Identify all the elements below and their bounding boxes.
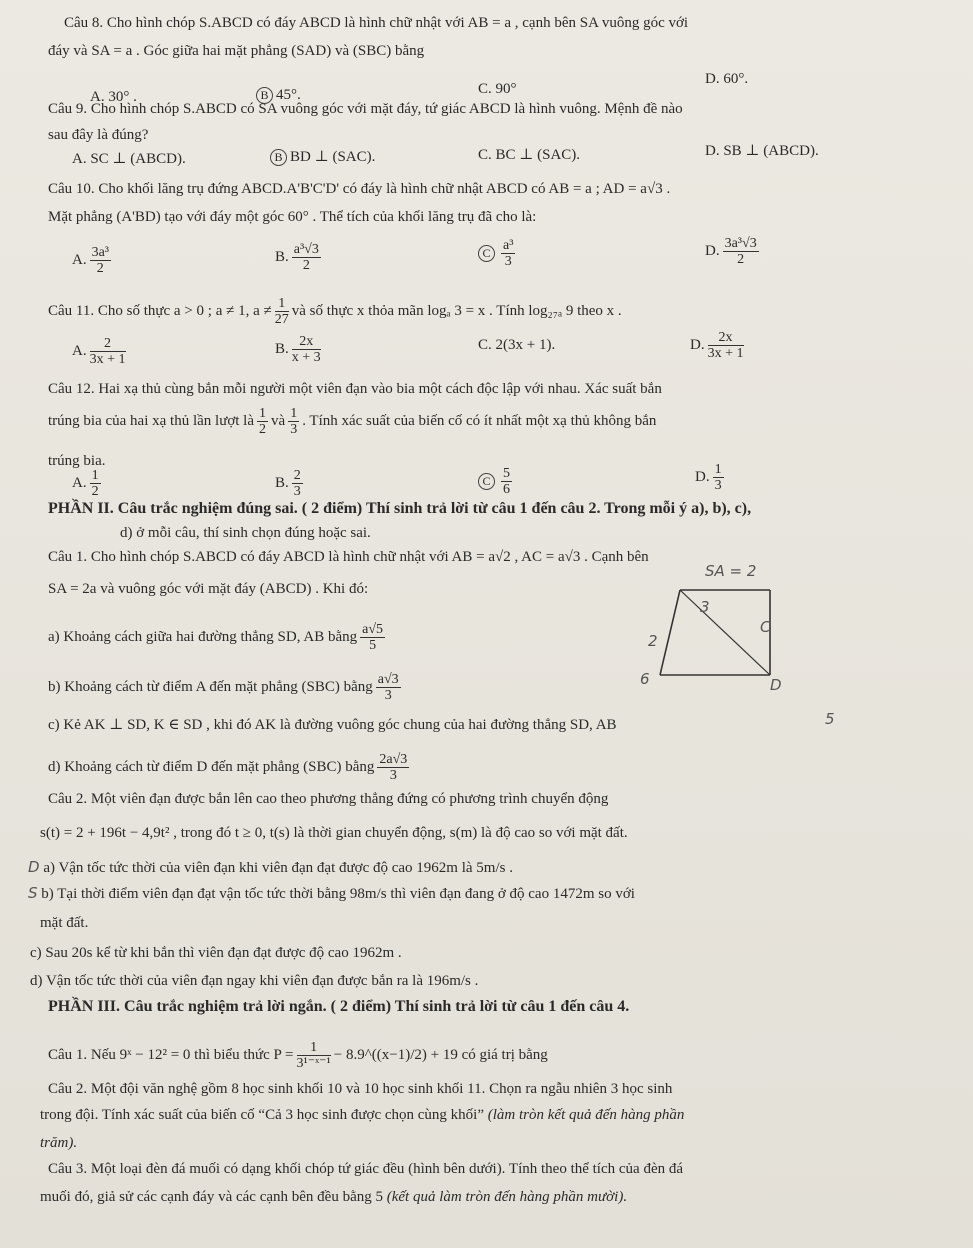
part2-heading-line2: d) ở mỗi câu, thí sinh chọn đúng hoặc sai. xyxy=(120,525,371,541)
q10-option-b: B. $\frac{\text{a³√3}}{2}$ xyxy=(275,242,319,273)
hand-c: C xyxy=(760,618,771,636)
hand-6: 6 xyxy=(640,670,650,688)
q11-option-b: B. $\frac{2x}{x + 3}$ xyxy=(275,334,321,365)
q8-option-b: B 45°. xyxy=(256,86,301,104)
p3-q3-line2: muối đó, giả sử các cạnh đáy và các cạnh bên đều bằng 5 (kết quả làm tròn đến hàng phần mười). xyxy=(40,1189,628,1205)
q12-option-d: D. $\frac{1}{3}$ xyxy=(695,462,722,493)
q11-line1: Câu 11. Cho số thực a > 0 ; a ≠ 1, a ≠ $\frac{1}{27}$ và số thực x thỏa mãn logₐ 3 = x . Tính log₂₇ₐ 9 theo x . xyxy=(48,296,622,327)
p2-q1-c: c) Kẻ AK ⊥ SD, K ∈ SD , khi đó AK là đường vuông góc chung của hai đường thẳng SD, AB xyxy=(48,717,617,733)
q12-option-a: A. $\frac{1}{2}$ xyxy=(72,468,99,499)
p2-q1-a: a) Khoảng cách giữa hai đường thẳng SD, AB bằng $\frac{a√5}{5}$ xyxy=(48,622,384,653)
q10-line1: Câu 10. Cho khối lăng trụ đứng ABCD.A'B'C'D' có đáy là hình chữ nhật ABCD có AB = a ; AD = a√3 . xyxy=(48,181,671,197)
q8-line1: Câu 8. Cho hình chóp S.ABCD có đáy ABCD là hình chữ nhật với AB = a , cạnh bên SA vuông góc với xyxy=(64,15,689,31)
hand-3: 3 xyxy=(700,598,710,616)
p2-q2-line1: Câu 2. Một viên đạn được bắn lên cao theo phương thẳng đứng có phương trình chuyển động xyxy=(48,791,609,807)
q9-option-a: A. SC ⊥ (ABCD). xyxy=(72,151,186,167)
q8-option-d: D. 60°. xyxy=(705,71,749,87)
p2-q2-line2: s(t) = 2 + 196t − 4,9t² , trong đó t ≥ 0, t(s) là thời gian chuyển động, s(m) là độ cao so với mặt đất. xyxy=(40,825,628,841)
p3-q1: Câu 1. Nếu 9ˣ − 12² = 0 thì biểu thức P = $\frac{1}{\text{3¹⁻ˣ⁻¹}}$ − 8.9^((x−1)/2) + 19 có giá trị bằng xyxy=(48,1040,548,1071)
q12-line3: trúng bia. xyxy=(48,453,106,469)
answer-circle-icon: C xyxy=(478,473,495,490)
hand-five: 5 xyxy=(825,710,835,728)
hand-2: 2 xyxy=(648,632,658,650)
q8-line2: đáy và SA = a . Góc giữa hai mặt phẳng (SAD) và (SBC) bằng xyxy=(48,43,425,59)
q8-option-a: A. 30° . xyxy=(90,89,137,105)
q9-option-b: B BD ⊥ (SAC). xyxy=(270,148,375,166)
p3-q2-line3: trăm). xyxy=(40,1135,78,1151)
p2-q1-b: b) Khoảng cách từ điểm A đến mặt phẳng (SBC) bằng $\frac{a√3}{3}$ xyxy=(48,672,399,703)
q10-line2: Mặt phẳng (A'BD) tạo với đáy một góc 60° . Thể tích của khối lăng trụ đã cho là: xyxy=(48,209,537,225)
q9-option-c: C. BC ⊥ (SAC). xyxy=(478,147,581,163)
part3-heading: PHẦN III. Câu trắc nghiệm trả lời ngắn. ( 2 điểm) Thí sinh trả lời từ câu 1 đến câu 4. xyxy=(48,998,630,1015)
hand-d: D xyxy=(770,676,782,694)
p2-q1-line1: Câu 1. Cho hình chóp S.ABCD có đáy ABCD là hình chữ nhật với AB = a√2 , AC = a√3 . Cạnh bên xyxy=(48,549,649,565)
q11-option-a: A. $\frac{2}{3x + 1}$ xyxy=(72,336,126,367)
p2-q2-a: D a) Vận tốc tức thời của viên đạn khi viên đạn đạt được độ cao 1962m là 5m/s . xyxy=(28,858,513,876)
p2-q2-d: d) Vận tốc tức thời của viên đạn ngay khi viên đạn được bắn ra là 196m/s . xyxy=(30,973,479,989)
q12-line2: trúng bia của hai xạ thủ lần lượt là $\frac{1}{2}$ và $\frac{1}{3}$ . Tính xác suất của biến cố có ít nhất một xạ thủ không bắn xyxy=(48,406,657,437)
q10-option-d: D. $\frac{\text{3a³√3}}{2}$ xyxy=(705,236,757,267)
pyramid-sketch xyxy=(640,570,810,690)
p2-q2-b-cont: mặt đất. xyxy=(40,915,89,931)
q12-option-c: C $\frac{5}{6}$ xyxy=(478,466,515,497)
p2-q1-line2: SA = 2a và vuông góc với mặt đáy (ABCD) . Khi đó: xyxy=(48,581,369,597)
p3-q3-line1: Câu 3. Một loại đèn đá muối có dạng khối chóp tứ giác đều (hình bên dưới). Tính theo thể tích của đèn đá xyxy=(48,1161,684,1177)
answer-circle-icon: B xyxy=(270,149,287,166)
p2-q2-b: S b) Tại thời điểm viên đạn đạt vận tốc tức thời bằng 98m/s thì viên đạn đang ở độ cao 1472m so với xyxy=(28,884,635,902)
q8-option-c: C. 90° xyxy=(478,81,517,97)
q11-option-d: D. $\frac{2x}{3x + 1}$ xyxy=(690,330,744,361)
p2-q2-c: c) Sau 20s kể từ khi bắn thì viên đạn đạt được độ cao 1962m . xyxy=(30,945,402,961)
p3-q2-line1: Câu 2. Một đội văn nghệ gồm 8 học sinh khối 10 và 10 học sinh khối 11. Chọn ra ngẫu nhiên 3 học sinh xyxy=(48,1081,673,1097)
answer-circle-icon: C xyxy=(478,245,495,262)
part2-heading: PHẦN II. Câu trắc nghiệm đúng sai. ( 2 điểm) Thí sinh trả lời từ câu 1 đến câu 2. Trong mỗi ý a), b), c), xyxy=(48,500,752,517)
q9-option-d: D. SB ⊥ (ABCD). xyxy=(705,143,819,159)
answer-circle-icon: B xyxy=(256,87,273,104)
q9-line2: sau đây là đúng? xyxy=(48,127,149,143)
q9-line1: Câu 9. Cho hình chóp S.ABCD có SA vuông góc với mặt đáy, tứ giác ABCD là hình vuông. Mệnh đề nào xyxy=(48,101,683,117)
p3-q2-line2: trong đội. Tính xác suất của biến cố “Cả 3 học sinh được chọn cùng khối” (làm tròn kết quả đến hàng phần xyxy=(40,1107,685,1123)
q12-option-b: B. $\frac{2}{3}$ xyxy=(275,468,301,499)
hand-sa: SA = 2 xyxy=(705,562,757,580)
q12-line1: Câu 12. Hai xạ thủ cùng bắn mỗi người một viên đạn vào bia một cách độc lập với nhau. Xác suất bắn xyxy=(48,381,662,397)
p2-q1-d: d) Khoảng cách từ điểm D đến mặt phẳng (SBC) bằng $\frac{2a√3}{3}$ xyxy=(48,752,408,783)
q11-option-c: C. 2(3x + 1). xyxy=(478,337,556,353)
q10-option-a: A. $\frac{\text{3a³}}{2}$ xyxy=(72,245,110,276)
q10-option-c: C $\frac{\text{a³}}{3}$ xyxy=(478,238,518,269)
